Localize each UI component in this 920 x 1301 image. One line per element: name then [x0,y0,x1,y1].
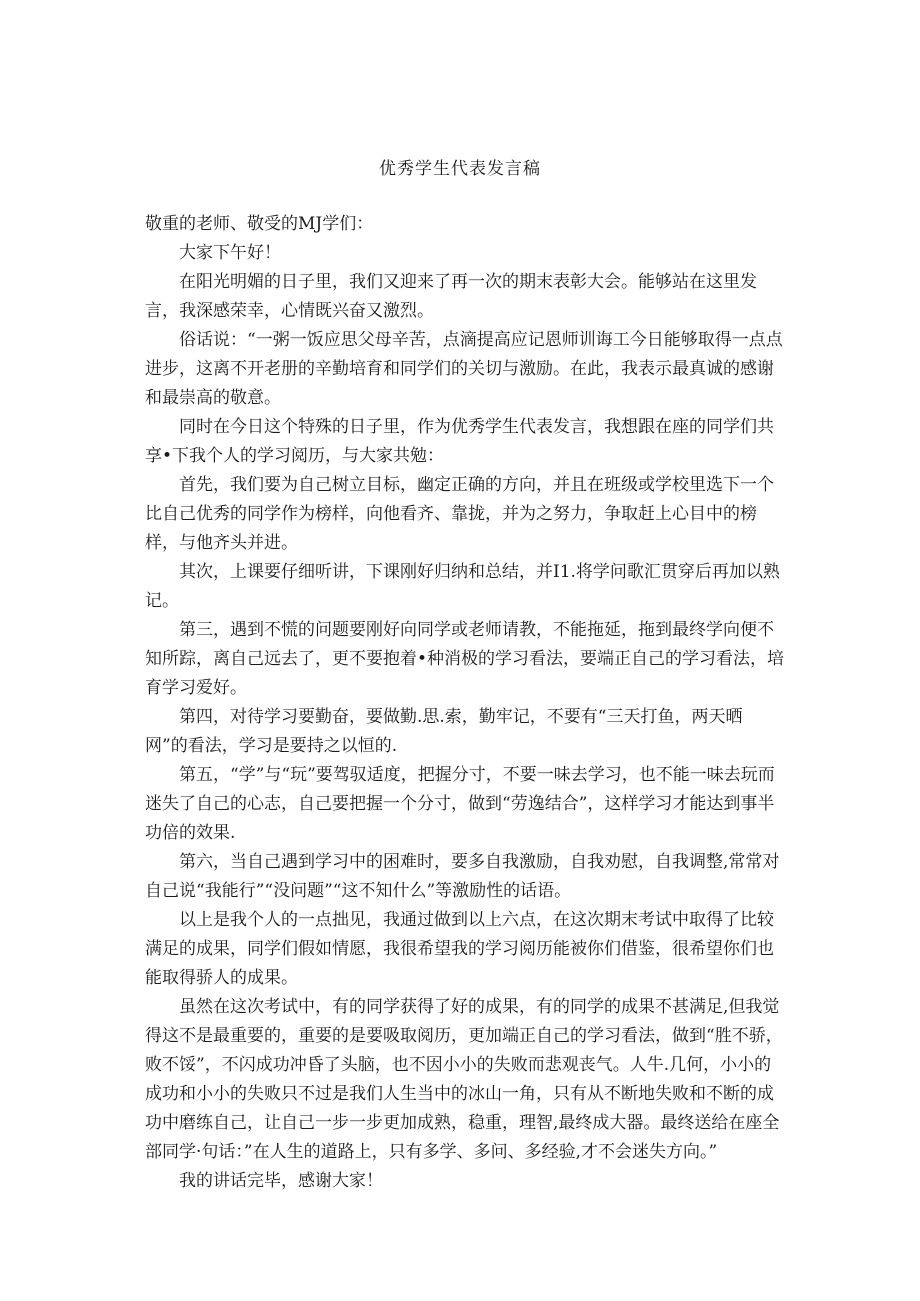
paragraph-third: 第三，遇到不慌的问题要刚好向同学或老师请教，不能拖延，拖到最终学向便不知所踪，离自己远去了，更不要抱着•种消极的学习看法，要端正自己的学习看法，培育学习爱好。 [145,620,785,698]
document-title: 优秀学生代表发言稿 [379,159,541,179]
paragraph-reflection: 虽然在这次考试中，有的同学获得了好的成果，有的同学的成果不甚满足,但我觉得这不是最重要的，重要的是要吸取阅历，更加端正自己的学习看法，做到“胜不骄，败不馁”，不闪成功冲昏了头脑，也不因小小的失败而悲观丧气。人牛.几何，小小的成功和小小的失败只不过是我们人生当中的冰山一角，只有从不断地失败和不断的成功中磨练自己，让自己一步一步更加成熟，稳重，理智,最终成大器。最终送给在座全部同学·句话：”在人生的道路上，只有多学、多问、多经验,才不会迷失方向。” [145,997,783,1162]
salutation: 敬重的老师、敬受的MJ学们： [145,214,374,234]
paragraph-first: 首先，我们要为自己树立目标，幽定正确的方向，并且在班级或学校里选下一个比自己优秀的同学作为榜样，向他看齐、靠拢，并为之努力，争取赶上心目中的榜样，与他齐头并进。 [145,475,774,553]
paragraph-greeting: 大家下午好！ [179,243,281,263]
paragraph-closing: 我的讲话完毕，感谢大家！ [179,1171,383,1191]
paragraph-intro: 在阳光明媚的日子里，我们又迎来了再一次的期末表彰大会。能够站在这里发言，我深感荣幸，心情既兴奋又激烈。 [145,272,757,321]
document-body [145,210,785,1196]
paragraph-fifth: 第五，“学”与“玩”要驾驭适度，把握分寸，不要一味去学习，也不能一味去玩而迷失了自己的心志，自己要把握一个分寸，做到“劳逸结合”，这样学习才能达到事半功倍的效果. [145,765,775,843]
paragraph-sixth: 第六，当自己遇到学习中的困难时，要多自我激励，自我劝慰，自我调整,常常对自己说“我能行”“没问题”“这不知什么”等激励性的话语。 [145,852,780,901]
paragraph-fourth: 第四，对待学习要勤奋，要做勤.思.索，勤牢记，不要有“三天打鱼，两天晒网”的看法，学习是要持之以恒的. [145,707,743,756]
paragraph-gratitude: 俗话说：“一粥一饭应思父母辛苦，点滴提高应记恩师训诲工今日能够取得一点点进步，这离不开老册的辛勤培育和同学们的关切与激励。在此，我表示最真诚的感谢和最崇高的敬意。 [145,330,783,408]
paragraph-sharing: 同时在今日这个特殊的日子里，作为优秀学生代表发言，我想跟在座的同学们共享•下我个人的学习阅历，与大家共勉： [145,417,774,466]
paragraph-second: 其次，上课要仔细听讲，下课刚好归纳和总结，并I1.将学问歌汇贯穿后再加以熟记。 [145,562,780,611]
paragraph-summary: 以上是我个人的一点拙见，我通过做到以上六点，在这次期末考试中取得了比较满足的成果，同学们假如情愿，我很希望我的学习阅历能被你们借鉴，很希望你们也能取得骄人的成果。 [145,910,774,988]
